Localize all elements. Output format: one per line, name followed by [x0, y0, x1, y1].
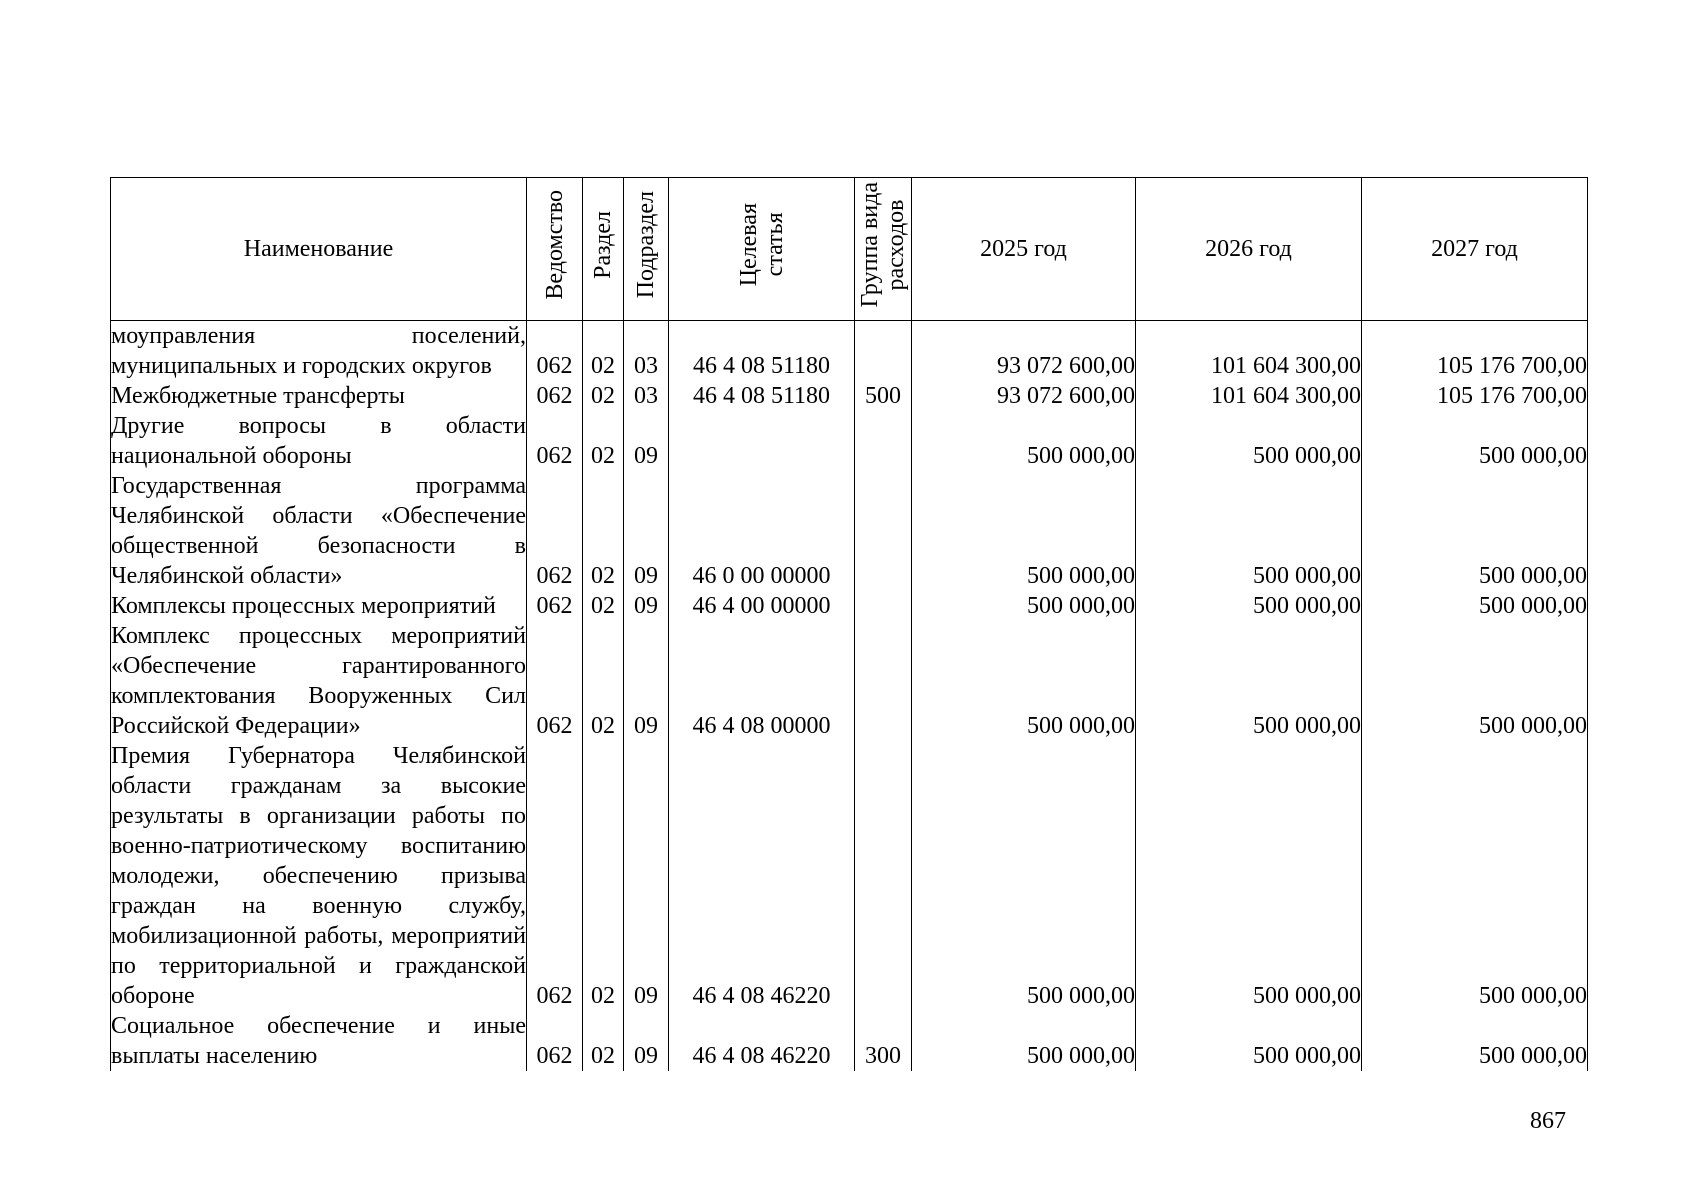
row-target-article: 46 0 00 00000 — [669, 471, 855, 591]
row-section: 02 — [583, 1011, 624, 1071]
row-amount-2025: 500 000,00 — [912, 591, 1136, 621]
row-expense-group — [855, 591, 912, 621]
row-subsection: 09 — [624, 411, 669, 471]
row-amount-2025: 500 000,00 — [912, 741, 1136, 1011]
header-year-2026: 2026 год — [1136, 178, 1362, 321]
row-expense-group: 300 — [855, 1011, 912, 1071]
row-amount-2026: 500 000,00 — [1136, 471, 1362, 591]
row-subsection: 09 — [624, 1011, 669, 1071]
row-department: 062 — [527, 411, 583, 471]
row-amount-2026: 500 000,00 — [1136, 591, 1362, 621]
row-subsection: 03 — [624, 381, 669, 411]
row-department: 062 — [527, 321, 583, 382]
row-name: Премия Губернатора Челябинской области гражданам за высокие результаты в организации работы по военно-патриотическому воспитанию молодежи, обеспечению призыва граждан на военную службу, мобилизационной работы, мероприятий по территориальной и гражданской обороне — [111, 743, 526, 1009]
row-target-article: 46 4 08 46220 — [669, 741, 855, 1011]
row-department: 062 — [527, 1011, 583, 1071]
row-name: Межбюджетные трансферты — [111, 381, 527, 411]
row-name: Социальное обеспечение и иные выплаты населению — [111, 1013, 526, 1069]
row-subsection: 09 — [624, 741, 669, 1011]
row-department: 062 — [527, 381, 583, 411]
row-section: 02 — [583, 621, 624, 741]
row-amount-2027: 500 000,00 — [1362, 591, 1588, 621]
row-subsection: 09 — [624, 591, 669, 621]
header-section: Раздел — [583, 178, 624, 321]
table-header-row — [111, 178, 1588, 321]
row-name: моуправления поселений, муниципальных и городских округов — [111, 321, 527, 382]
row-name: Государственная программа Челябинской области «Обеспечение общественной безопасности в Челябинской области» — [111, 473, 526, 589]
table-row — [111, 741, 1588, 1011]
header-expense-group: Группа вида расходов — [855, 178, 912, 321]
table-row — [111, 321, 1588, 382]
row-name: Комплекс процессных мероприятий «Обеспечение гарантированного комплектования Вооруженных Сил Российской Федерации» — [111, 623, 526, 739]
row-expense-group — [855, 321, 912, 382]
row-amount-2025: 93 072 600,00 — [912, 381, 1136, 411]
row-amount-2026: 101 604 300,00 — [1136, 381, 1362, 411]
header-name: Наименование — [111, 178, 527, 321]
row-amount-2027: 500 000,00 — [1362, 471, 1588, 591]
row-department: 062 — [527, 621, 583, 741]
header-year-2027: 2027 год — [1362, 178, 1588, 321]
row-name: Комплексы процессных мероприятий — [111, 591, 527, 621]
budget-table — [110, 177, 1588, 1071]
row-amount-2025: 500 000,00 — [912, 411, 1136, 471]
row-expense-group: 500 — [855, 381, 912, 411]
row-amount-2026: 500 000,00 — [1136, 741, 1362, 1011]
header-subsection: Подраздел — [624, 178, 669, 321]
row-amount-2027: 500 000,00 — [1362, 1011, 1588, 1071]
row-amount-2027: 105 176 700,00 — [1362, 381, 1588, 411]
table-row — [111, 591, 1588, 621]
header-year-2025: 2025 год — [912, 178, 1136, 321]
row-section: 02 — [583, 381, 624, 411]
row-subsection: 09 — [624, 471, 669, 591]
row-amount-2025: 500 000,00 — [912, 621, 1136, 741]
row-amount-2026: 500 000,00 — [1136, 1011, 1362, 1071]
row-amount-2027: 500 000,00 — [1362, 411, 1588, 471]
row-target-article: 46 4 08 46220 — [669, 1011, 855, 1071]
row-expense-group — [855, 621, 912, 741]
row-amount-2026: 500 000,00 — [1136, 411, 1362, 471]
table-row — [111, 411, 1588, 471]
row-subsection: 03 — [624, 321, 669, 382]
row-amount-2026: 101 604 300,00 — [1136, 321, 1362, 382]
row-amount-2027: 500 000,00 — [1362, 621, 1588, 741]
table-row — [111, 381, 1588, 411]
row-section: 02 — [583, 471, 624, 591]
row-target-article: 46 4 08 51180 — [669, 321, 855, 382]
row-target-article: 46 4 08 51180 — [669, 381, 855, 411]
row-department: 062 — [527, 741, 583, 1011]
row-target-article — [669, 411, 855, 471]
table-row — [111, 1011, 1588, 1071]
header-target-article: Целевая статья — [669, 178, 855, 321]
row-subsection: 09 — [624, 621, 669, 741]
row-section: 02 — [583, 741, 624, 1011]
row-department: 062 — [527, 471, 583, 591]
page-number: 867 — [1530, 1108, 1566, 1134]
row-amount-2025: 500 000,00 — [912, 1011, 1136, 1071]
table-row — [111, 471, 1588, 591]
row-department: 062 — [527, 591, 583, 621]
row-name: Другие вопросы в области национальной обороны — [111, 413, 526, 469]
row-section: 02 — [583, 591, 624, 621]
row-expense-group — [855, 741, 912, 1011]
row-amount-2025: 500 000,00 — [912, 471, 1136, 591]
row-expense-group — [855, 471, 912, 591]
header-department: Ведомство — [527, 178, 583, 321]
table-row — [111, 621, 1588, 741]
row-amount-2027: 105 176 700,00 — [1362, 321, 1588, 382]
row-amount-2027: 500 000,00 — [1362, 741, 1588, 1011]
row-target-article: 46 4 08 00000 — [669, 621, 855, 741]
row-section: 02 — [583, 321, 624, 382]
row-amount-2026: 500 000,00 — [1136, 621, 1362, 741]
row-expense-group — [855, 411, 912, 471]
row-section: 02 — [583, 411, 624, 471]
row-amount-2025: 93 072 600,00 — [912, 321, 1136, 382]
row-target-article: 46 4 00 00000 — [669, 591, 855, 621]
